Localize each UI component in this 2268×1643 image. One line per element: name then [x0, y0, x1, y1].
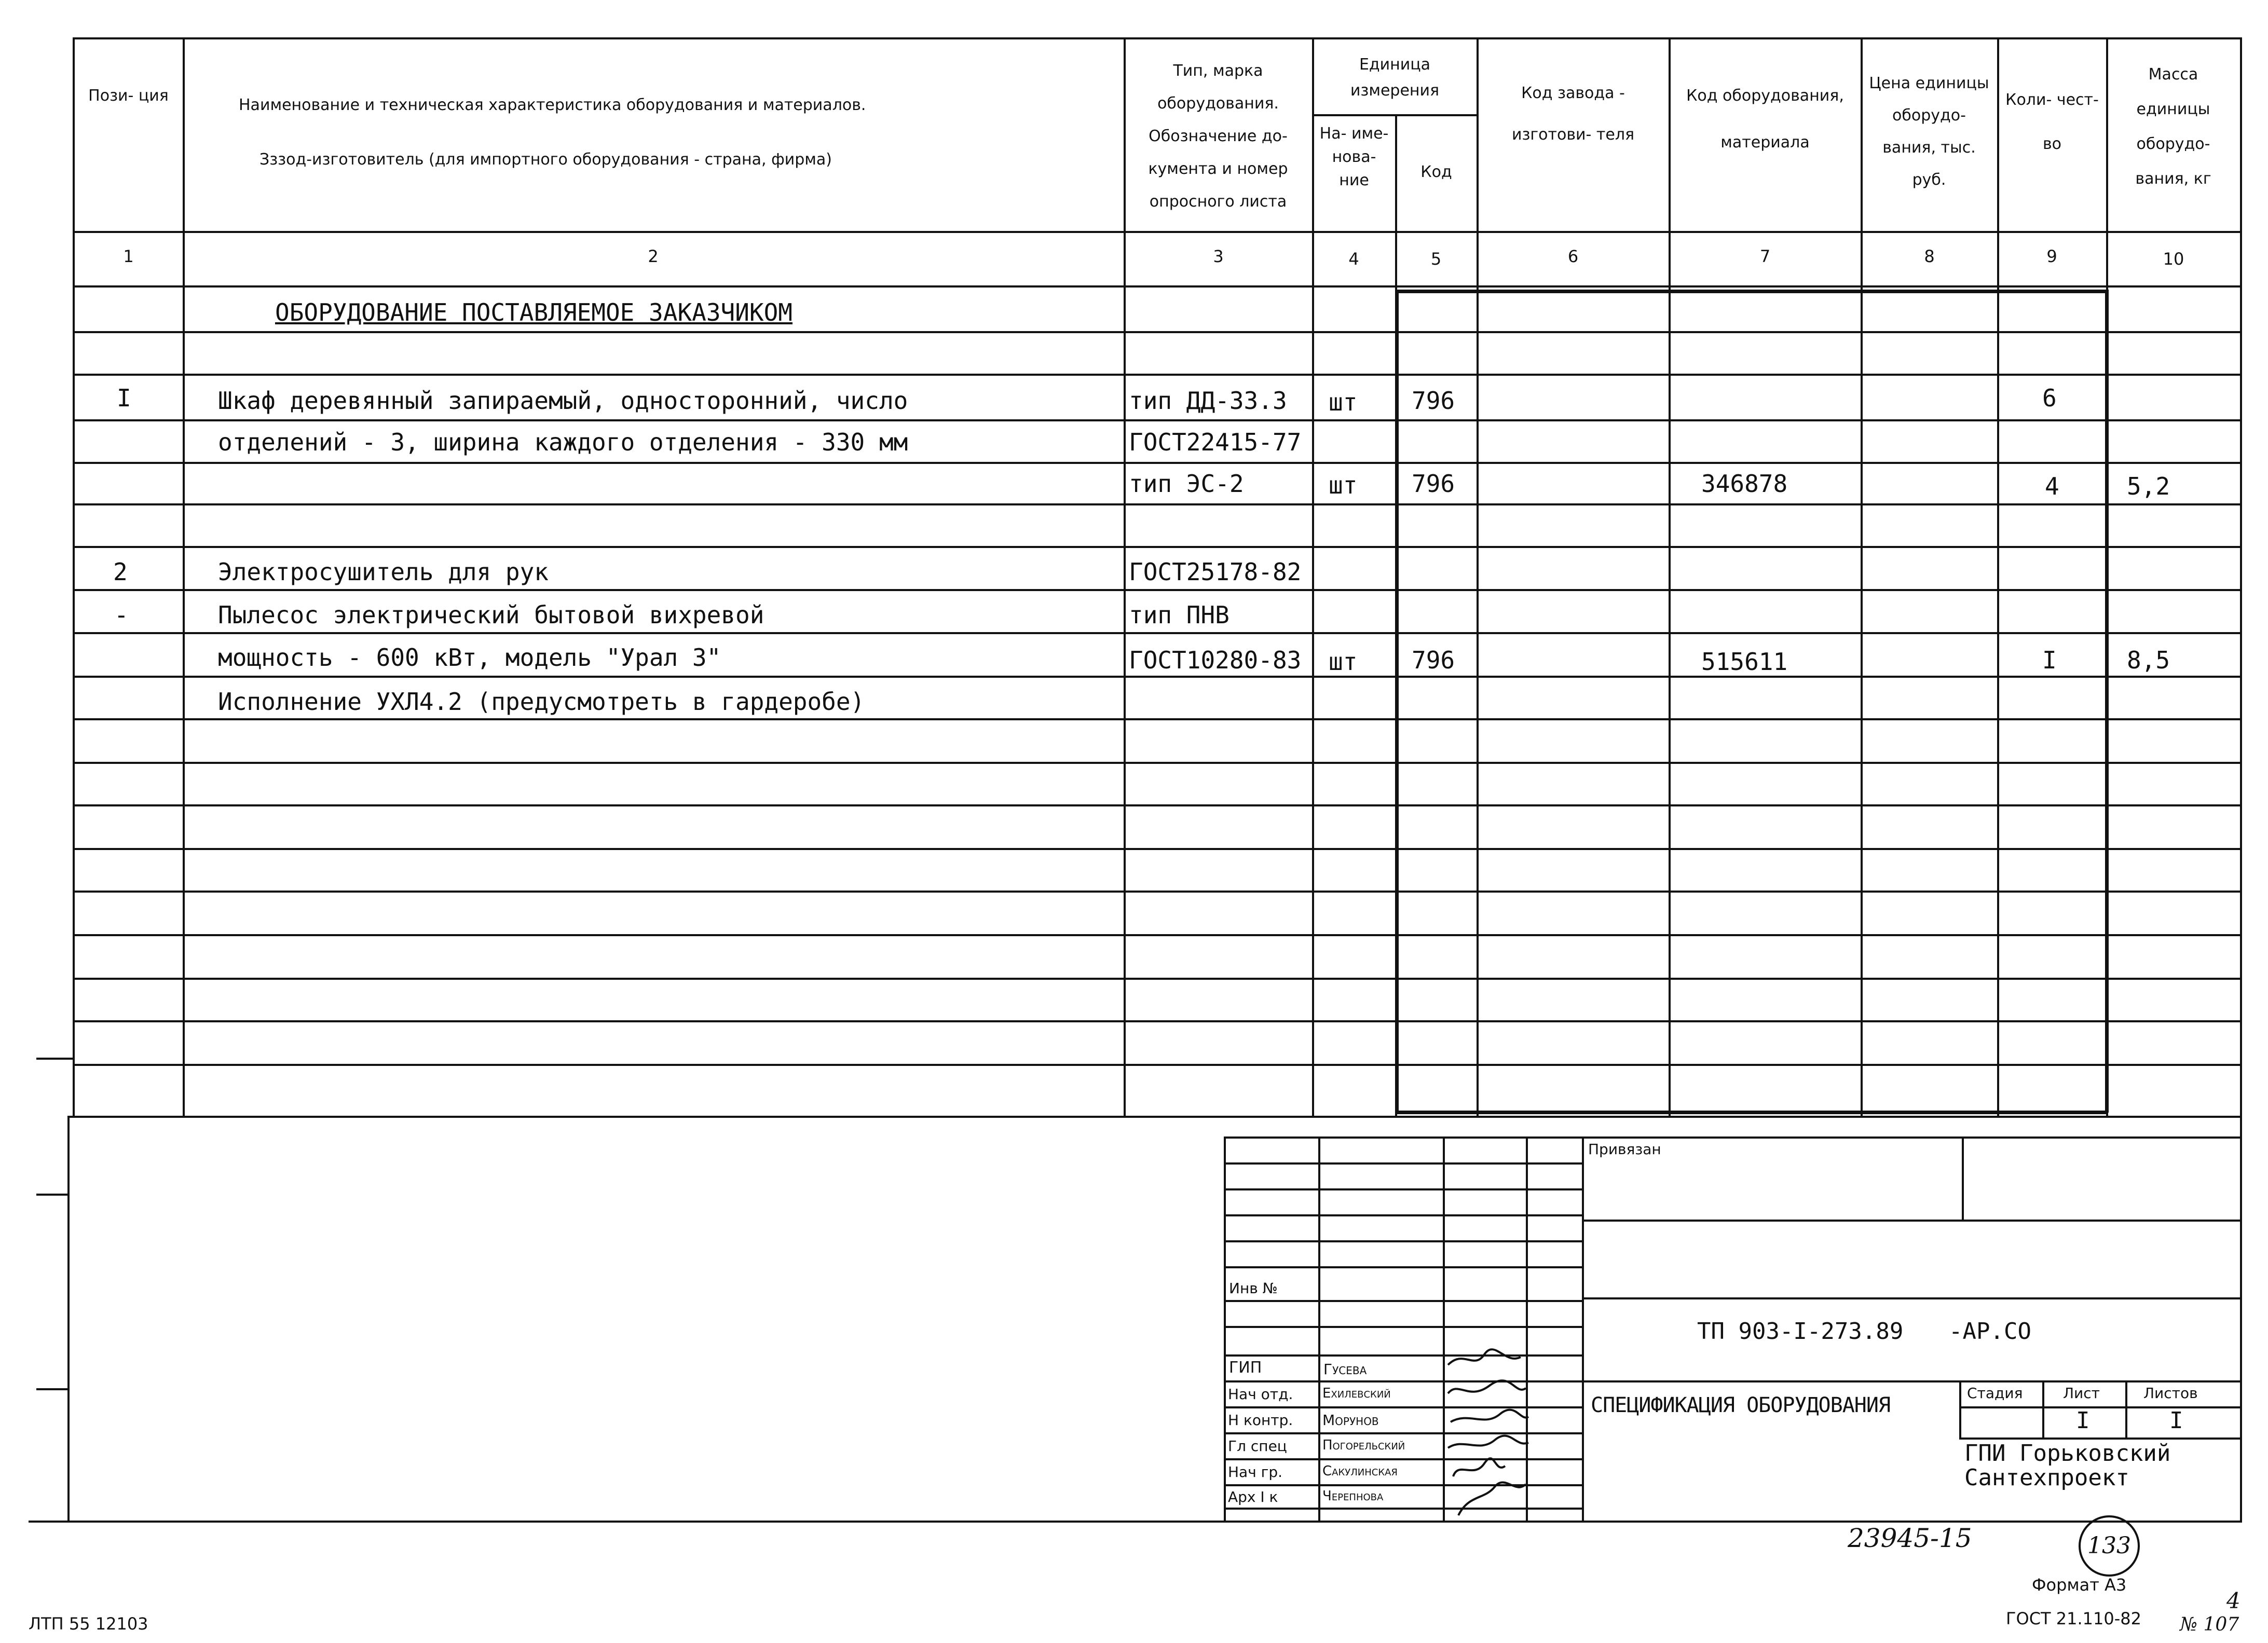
corner-mark-2: № 107: [2180, 1614, 2239, 1635]
tb-line: [2042, 1380, 2044, 1437]
role-label: Нач гр.: [1228, 1463, 1283, 1481]
col-sep: [1312, 37, 1314, 1116]
header-unit: Единица измерения: [1350, 56, 1440, 100]
gost-label: ГОСТ 21.110-82: [2006, 1609, 2141, 1628]
row-code: 796: [1412, 646, 1455, 674]
row-position: 2: [113, 558, 128, 586]
row-line: [73, 331, 2242, 333]
header-plant-code: Код завода - изготови- теля: [1511, 84, 1635, 144]
row-type: ГОСТ22415-77: [1129, 428, 1302, 456]
row-line: [73, 934, 2242, 936]
header-name: Наименование и техническая характеристика оборудования и материалов.: [239, 96, 866, 114]
signature-stroke: [1453, 1458, 1505, 1476]
tb-line: [1959, 1437, 2242, 1440]
tb-line: [1318, 1137, 1320, 1521]
row-quantity: I: [2042, 646, 2057, 674]
row-line: [73, 978, 2242, 980]
signature-stroke: [1448, 1380, 1526, 1393]
row-name: Электросушитель для рук: [218, 558, 549, 586]
colnum-bottom: [73, 285, 2242, 287]
role-name: Гусева: [1323, 1361, 1367, 1378]
row-unit: шт: [1329, 648, 1358, 676]
tb-line: [1959, 1406, 2242, 1408]
row-line: [73, 1064, 2242, 1066]
signature-stroke: [1458, 1482, 1526, 1515]
role-label: ГИП: [1229, 1359, 1262, 1377]
col-number: 6: [1567, 247, 1579, 266]
row-name: отделений - 3, ширина каждого отделения - 330 мм: [218, 428, 908, 456]
document-code-suffix: -АР.СО: [1949, 1318, 2031, 1345]
col-sep: [1124, 37, 1126, 1116]
header-unit-name: На- име- нова- ние: [1319, 125, 1389, 189]
role-name: Ехилевский: [1322, 1386, 1391, 1401]
col-sep: [1477, 37, 1479, 1116]
left-code: ЛТП 55 12103: [29, 1614, 148, 1634]
archive-number: 23945-15: [1848, 1523, 1972, 1553]
tb-line: [1224, 1137, 2242, 1139]
row-line: [73, 848, 2242, 850]
row-equipment-code: 346878: [1701, 470, 1788, 498]
frame-bottom: [29, 1521, 2242, 1523]
row-mass: 8,5: [2127, 646, 2170, 674]
tb-line: [1224, 1300, 1582, 1302]
thick-box-top: [1395, 290, 2106, 293]
inv-label: Инв №: [1229, 1280, 1278, 1297]
col-sep: [183, 37, 185, 1116]
sheet-value: I: [2076, 1407, 2090, 1434]
row-line: [73, 676, 2242, 678]
header-unit-code: Код: [1420, 163, 1452, 181]
sheets-value: I: [2169, 1407, 2183, 1434]
role-label: Арх I к: [1228, 1488, 1278, 1505]
signature-stroke: [1448, 1349, 1521, 1365]
tb-line: [2125, 1380, 2127, 1437]
document-code: ТП 903-I-273.89: [1697, 1318, 1904, 1345]
page-circle: 133: [2079, 1515, 2140, 1577]
row-name: Шкаф деревянный запираемый, односторонний, число: [218, 387, 908, 415]
tb-line: [1224, 1266, 1582, 1268]
role-label: Нач отд.: [1228, 1386, 1293, 1403]
frame-left: [73, 37, 75, 1117]
tb-line: [1224, 1162, 1582, 1165]
header-equipment-code: Код оборудования, материала: [1686, 87, 1844, 152]
row-position: -: [114, 601, 129, 629]
col-number: 4: [1348, 249, 1359, 269]
tb-line: [1962, 1137, 1964, 1220]
stage-label: Стадия: [1967, 1385, 2023, 1402]
tb-line: [1582, 1220, 2242, 1222]
row-quantity: 4: [2045, 472, 2059, 500]
row-code: 796: [1412, 387, 1455, 415]
col-sep: [1997, 37, 1999, 1116]
header-position: Пози- ция: [88, 87, 169, 105]
header-quantity: Коли- чест- во: [2005, 91, 2099, 153]
col-number: 3: [1213, 247, 1224, 266]
row-quantity: 6: [2042, 384, 2057, 412]
row-line: [73, 546, 2242, 548]
thick-box-right: [2105, 290, 2109, 1113]
row-line: [73, 374, 2242, 376]
frame-top: [73, 37, 2242, 39]
tb-line: [1224, 1380, 2242, 1382]
row-type: ГОСТ10280-83: [1129, 646, 1302, 674]
row-type: тип ЭС-2: [1129, 470, 1244, 498]
role-label: Гл спец: [1228, 1437, 1287, 1455]
tb-line: [1582, 1297, 2242, 1299]
col-number: 10: [2163, 249, 2184, 269]
signature-stroke: [1448, 1436, 1528, 1448]
row-unit: шт: [1329, 471, 1358, 499]
tb-line: [1959, 1380, 1961, 1437]
corner-mark: 4: [2226, 1588, 2240, 1613]
header-type: Тип, марка оборудования. Обозначение до- кумента и номер опросного листа: [1148, 62, 1288, 211]
col-number: 9: [2046, 247, 2057, 266]
section-title: ОБОРУДОВАНИЕ ПОСТАВЛЯЕМОЕ ЗАКАЗЧИКОМ: [275, 298, 793, 326]
role-name: Погорельский: [1322, 1437, 1405, 1453]
row-mass: 5,2: [2127, 472, 2170, 500]
tb-line: [1224, 1188, 1582, 1190]
row-name: Пылесос электрический бытовой вихревой: [218, 601, 764, 629]
sheets-label: Листов: [2143, 1385, 2198, 1402]
margin-tick: [36, 1388, 67, 1390]
unit-split: [1312, 114, 1477, 116]
role-name: Морунов: [1322, 1412, 1379, 1429]
col-number: 1: [123, 247, 134, 266]
thick-box-bottom: [1395, 1111, 2106, 1114]
role-name: Черепнова: [1322, 1488, 1384, 1504]
row-line: [73, 718, 2242, 720]
row-unit: шт: [1329, 388, 1358, 416]
signatures: [1443, 1344, 1531, 1521]
row-position: I: [117, 384, 131, 412]
row-line: [73, 589, 2242, 591]
col-number: 8: [1924, 247, 1935, 266]
row-type: тип ПНВ: [1129, 601, 1229, 629]
row-line: [73, 891, 2242, 893]
header-bottom: [73, 231, 2242, 233]
margin-tick: [36, 1058, 73, 1060]
col-number: 2: [648, 247, 659, 266]
row-name: мощность - 600 кВт, модель "Урал 3": [218, 643, 721, 672]
col-sep: [1861, 37, 1863, 1116]
tb-line: [1582, 1137, 1584, 1521]
row-line: [73, 1020, 2242, 1022]
table-bottom: [67, 1116, 2242, 1118]
header-mass: Масса единицы оборудо- вания, кг: [2135, 65, 2211, 188]
tb-line: [1224, 1137, 1226, 1521]
role-name: Сакулинская: [1322, 1463, 1398, 1479]
organization-line1: ГПИ Горьковский: [1964, 1440, 2171, 1467]
row-line: [73, 762, 2242, 764]
row-line: [73, 462, 2242, 464]
header-price: Цена единицы оборудо- вания, тыс. руб.: [1869, 74, 1989, 189]
row-name: Исполнение УХЛ4.2 (предусмотреть в гардеробе): [218, 688, 865, 716]
role-label: Н контр.: [1228, 1412, 1293, 1429]
col-sep: [1669, 37, 1671, 1116]
row-type: тип ДД-33.3: [1129, 387, 1287, 415]
organization-line2: Сантехпроект: [1964, 1464, 2129, 1491]
format-label: Формат А3: [2032, 1575, 2127, 1595]
header-manufacturer: Зззод-изготовитель (для импортного оборудования - страна, фирма): [259, 150, 832, 169]
row-line: [73, 419, 2242, 421]
tb-line: [1224, 1326, 1582, 1328]
row-line: [73, 632, 2242, 634]
row-line: [73, 804, 2242, 806]
document-title: СПЕЦИФИКАЦИЯ ОБОРУДОВАНИЯ: [1591, 1393, 1891, 1417]
thick-box-left: [1395, 290, 1399, 1113]
row-equipment-code: 515611: [1701, 648, 1788, 676]
tb-line: [1224, 1214, 1582, 1216]
row-type: ГОСТ25178-82: [1129, 558, 1302, 586]
bound-label: Привязан: [1588, 1141, 1661, 1158]
row-line: [73, 503, 2242, 505]
frame-left-lower: [67, 1116, 70, 1521]
col-number: 7: [1759, 247, 1771, 266]
col-number: 5: [1430, 249, 1442, 269]
margin-tick: [36, 1194, 67, 1196]
sheet-label: Лист: [2063, 1385, 2100, 1402]
signature-stroke: [1451, 1410, 1528, 1422]
tb-line: [1224, 1240, 1582, 1242]
row-code: 796: [1412, 470, 1455, 498]
